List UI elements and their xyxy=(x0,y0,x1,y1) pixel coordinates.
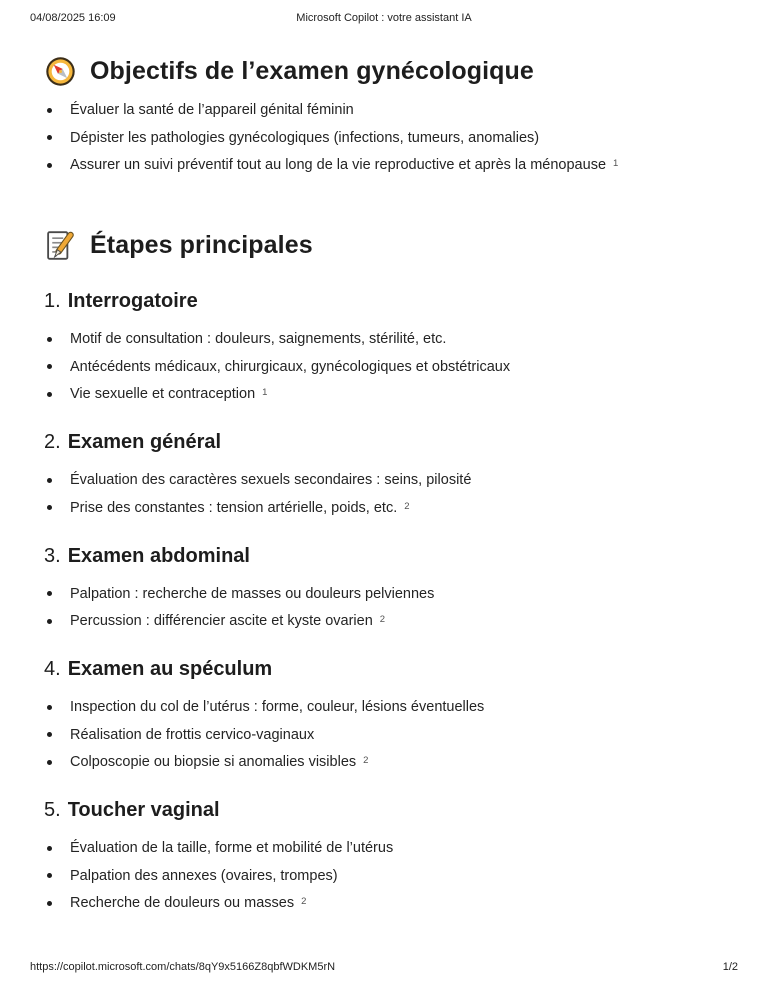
footer-url: https://copilot.microsoft.com/chats/8qY9x5166Z8qbfWDKM5rN xyxy=(30,961,336,973)
list-item-text: Évaluation des caractères sexuels secondaires : seins, pilosité xyxy=(70,472,472,488)
list-item-text: Assurer un suivi préventif tout au long de la vie reproductive et après la ménopause xyxy=(70,157,607,173)
citation-marker: 1 xyxy=(262,387,268,398)
list-item-text: Vie sexuelle et contraception xyxy=(70,386,256,402)
list-item xyxy=(44,698,732,716)
step-heading-5 xyxy=(44,799,732,821)
list-item xyxy=(44,839,732,857)
print-footer xyxy=(30,961,738,973)
list-item-text: Prise des constantes : tension artérielle, poids, etc. xyxy=(70,499,398,516)
list-item xyxy=(44,753,732,771)
citation-marker: 2 xyxy=(379,614,386,625)
print-header xyxy=(30,12,738,24)
citation-marker: 1 xyxy=(613,158,619,169)
list-item xyxy=(44,894,732,912)
list-item xyxy=(44,867,732,885)
citation-marker: 2 xyxy=(301,896,307,907)
list-item xyxy=(44,358,732,376)
step-number: 2. xyxy=(44,431,61,453)
step-number: 3. xyxy=(44,544,61,567)
step-heading-1 xyxy=(44,290,732,312)
step-title: Examen abdominal xyxy=(67,544,250,567)
section-heading-objectifs xyxy=(44,55,732,88)
list-item-text: Dépister les pathologies gynécologiques (infections, tumeurs, anomalies) xyxy=(70,129,540,146)
step-heading-3 xyxy=(44,545,732,567)
list-item xyxy=(44,726,732,744)
step-title: Examen général xyxy=(67,431,222,453)
list-item xyxy=(44,101,732,119)
objectifs-list xyxy=(44,101,732,174)
list-item-text: Réalisation de frottis cervico-vaginaux xyxy=(70,726,315,743)
section-title: Objectifs de l’examen gynécologique xyxy=(90,57,534,85)
list-item-text: Antécédents médicaux, chirurgicaux, gynécologiques et obstétricaux xyxy=(70,358,511,375)
citation-marker: 2 xyxy=(404,500,410,512)
list-item-text: Percussion : différencier ascite et kyste ovarien xyxy=(70,613,373,629)
step-title: Examen au spéculum xyxy=(67,658,273,680)
list-item-text: Recherche de douleurs ou masses xyxy=(70,895,295,911)
step-number: 1. xyxy=(44,290,61,312)
print-datetime: 04/08/2025 16:09 xyxy=(30,12,116,24)
citation-marker: 2 xyxy=(363,755,369,766)
list-item xyxy=(44,385,732,403)
list-item-text: Évaluation de la taille, forme et mobilité de l’utérus xyxy=(70,840,394,856)
step-title: Interrogatoire xyxy=(67,290,198,312)
step-3-list xyxy=(44,585,732,631)
list-item xyxy=(44,499,732,517)
list-item-text: Motif de consultation : douleurs, saignements, stérilité, etc. xyxy=(70,331,447,347)
step-5-list xyxy=(44,839,732,912)
list-item xyxy=(44,156,732,174)
section-title: Étapes principales xyxy=(90,231,313,259)
step-number: 4. xyxy=(44,658,61,680)
print-doc-title: Microsoft Copilot : votre assistant IA xyxy=(296,12,472,24)
list-item-text: Palpation des annexes (ovaires, trompes) xyxy=(70,867,338,884)
page-number: 1/2 xyxy=(722,961,738,973)
list-item xyxy=(44,612,732,630)
compass-icon xyxy=(44,55,77,88)
list-item-text: Palpation : recherche de masses ou douleurs pelviennes xyxy=(70,585,435,602)
step-4-list xyxy=(44,698,732,771)
step-1-list xyxy=(44,330,732,403)
step-2-list xyxy=(44,471,732,517)
step-number: 5. xyxy=(44,799,61,821)
list-item xyxy=(44,129,732,147)
list-item-text: Inspection du col de l’utérus : forme, couleur, lésions éventuelles xyxy=(70,699,485,715)
step-heading-2 xyxy=(44,431,732,453)
list-item-text: Évaluer la santé de l’appareil génital féminin xyxy=(70,102,354,118)
step-heading-4 xyxy=(44,658,732,680)
list-item xyxy=(44,471,732,489)
list-item-text: Colposcopie ou biopsie si anomalies visibles xyxy=(70,754,357,770)
step-title: Toucher vaginal xyxy=(67,799,220,821)
list-item xyxy=(44,585,732,603)
memo-pencil-icon xyxy=(44,229,77,262)
section-heading-etapes xyxy=(44,229,732,262)
document-content xyxy=(44,55,732,912)
list-item xyxy=(44,330,732,348)
